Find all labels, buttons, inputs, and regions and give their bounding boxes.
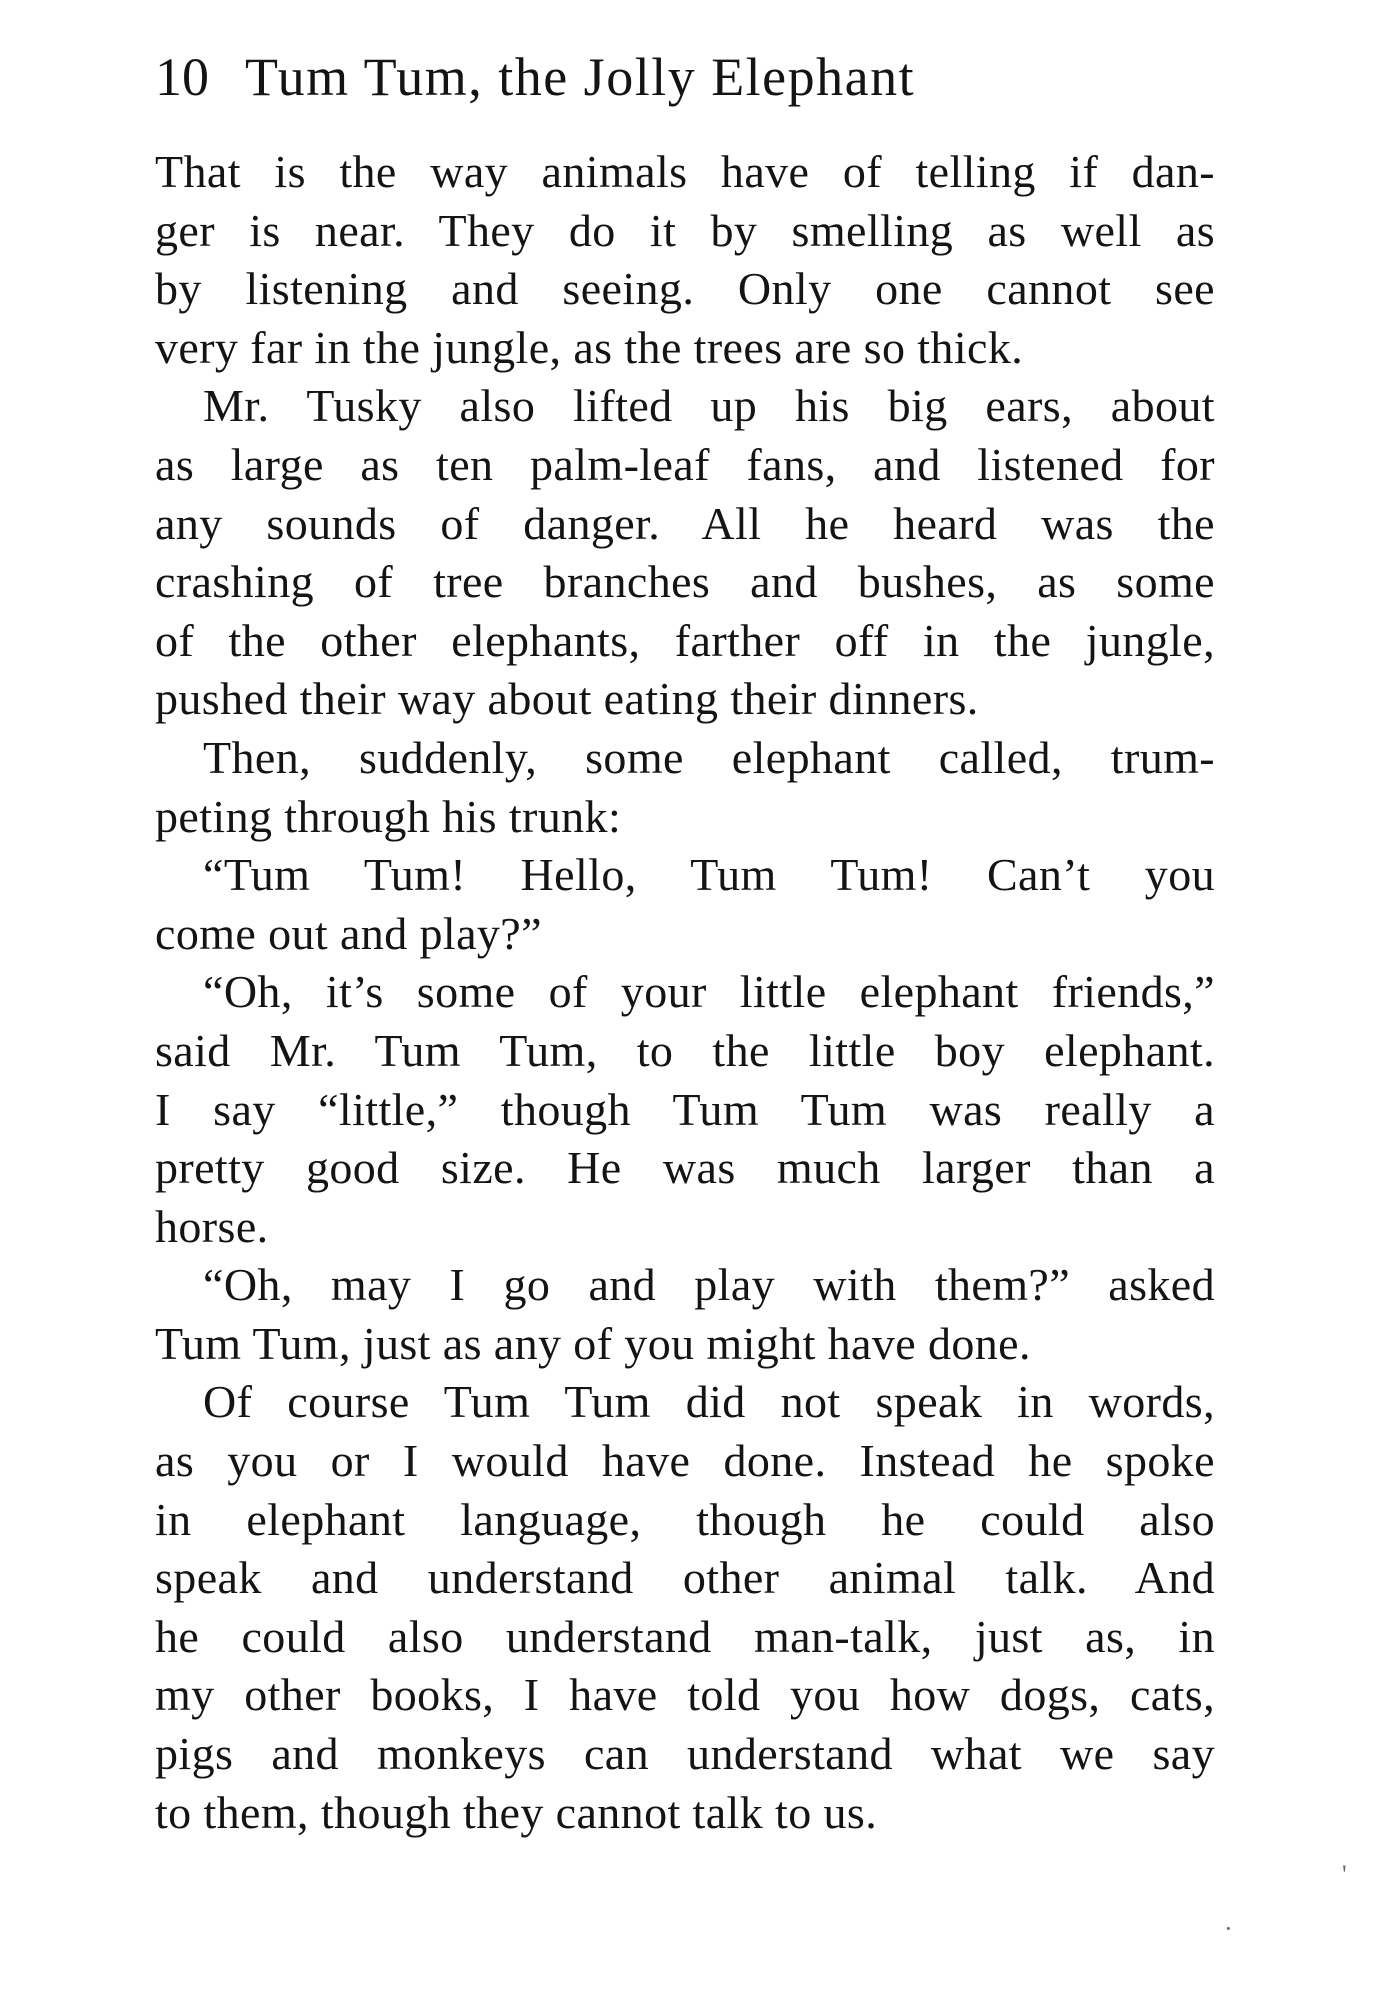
paper-speck: ' — [1342, 1860, 1347, 1889]
text-line: come out and play?” — [155, 907, 542, 959]
text-line: Tum Tum, just as any of you might have done. — [155, 1317, 1031, 1369]
text-line: any sounds of danger. All he heard was the — [155, 497, 1215, 549]
body-text — [155, 143, 1215, 1842]
text-line: as you or I would have done. Instead he spoke — [155, 1435, 1215, 1487]
text-line: crashing of tree branches and bushes, as some — [155, 556, 1215, 608]
text-line: pretty good size. He was much larger than a — [155, 1142, 1215, 1194]
text-line: very far in the jungle, as the trees are so thick. — [155, 321, 1024, 373]
text-line: to them, though they cannot talk to us. — [155, 1786, 878, 1838]
running-header — [155, 42, 915, 112]
text-line: of the other elephants, farther off in the jungle, — [155, 614, 1215, 666]
text-line: by listening and seeing. Only one cannot see — [155, 263, 1215, 315]
text-line: said Mr. Tum Tum, to the little boy elephant. — [155, 1024, 1215, 1076]
text-line-paragraph-start: “Tum Tum! Hello, Tum Tum! Can’t you — [203, 849, 1215, 901]
page-number: 10 — [155, 47, 209, 107]
text-line-paragraph-start: Mr. Tusky also lifted up his big ears, about — [203, 380, 1215, 432]
text-line: horse. — [155, 1200, 269, 1252]
running-title: Tum Tum, the Jolly Elephant — [245, 47, 916, 107]
text-line: That is the way animals have of telling if dan- — [155, 146, 1215, 197]
text-line: I say “little,” though Tum Tum was really a — [155, 1083, 1215, 1135]
paper-speck: · — [1224, 1914, 1233, 1943]
text-line-paragraph-start: Then, suddenly, some elephant called, trum- — [203, 731, 1215, 783]
text-line: he could also understand man-talk, just as, in — [155, 1610, 1215, 1662]
text-line: speak and understand other animal talk. And — [155, 1552, 1215, 1604]
text-line: in elephant language, though he could also — [155, 1493, 1215, 1545]
text-line: pigs and monkeys can understand what we say — [155, 1728, 1215, 1780]
text-line: pushed their way about eating their dinners. — [155, 673, 979, 725]
text-line-paragraph-start: Of course Tum Tum did not speak in words, — [203, 1376, 1215, 1428]
text-line: my other books, I have told you how dogs, cats, — [155, 1669, 1215, 1721]
text-line: as large as ten palm-leaf fans, and listened for — [155, 438, 1215, 490]
text-line: peting through his trunk: — [155, 790, 622, 842]
text-line: ger is near. They do it by smelling as well as — [155, 204, 1215, 256]
text-line-paragraph-start: “Oh, it’s some of your little elephant friends,” — [203, 966, 1215, 1018]
text-line-paragraph-start: “Oh, may I go and play with them?” asked — [203, 1259, 1215, 1311]
